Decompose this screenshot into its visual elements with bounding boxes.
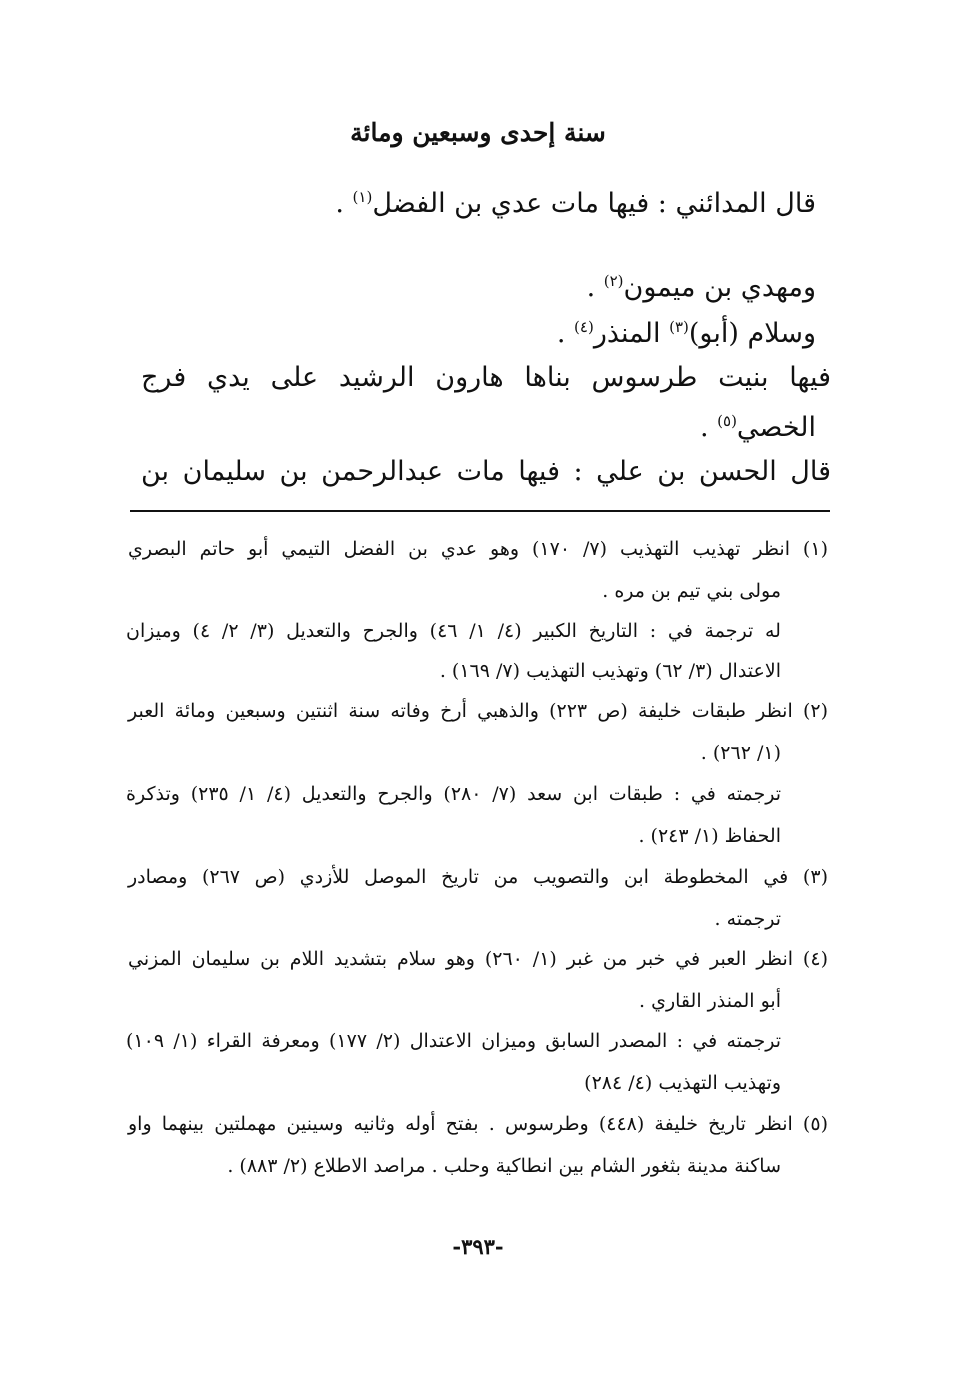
- footnote-4-line-1: (٤) انظر العبر في خبر من غبر (١/ ٢٦٠) وهو سلام بتشديد اللام بن سليمان المزني: [128, 948, 828, 970]
- footnote-1-line-3: له ترجمة في : التاريخ الكبير (٤/ ١/ ٤٦) والجرح والتعديل (٣/ ٢/ ٤) وميزان: [126, 620, 781, 642]
- footnote-mark-1: (١): [352, 188, 373, 206]
- main-line-3: وسلام (أبو)$^{(٣)}$ المنذر$^{(٤)}$ .: [556, 318, 816, 349]
- footnote-mark-4: (٤): [574, 318, 594, 336]
- main-line-5: الخصي$^{(٥)}$ .: [699, 412, 816, 443]
- footnote-2-line-1: (٢) انظر طبقات خليفة (ص ٢٢٣) والذهبي أرخ وفاته سنة اثنتين وسبعين ومائة العبر: [128, 700, 828, 722]
- footnote-4-line-2: أبو المنذر القاري .: [639, 990, 781, 1012]
- footnote-divider: [130, 510, 830, 512]
- footnote-mark-5: (٥): [717, 412, 737, 430]
- footnote-1-line-4: الاعتدال (٣/ ٦٢) وتهذيب التهذيب (٧/ ١٦٩) .: [439, 660, 781, 682]
- footnote-2-line-4: الحفاظ (١/ ٢٤٣) .: [638, 825, 781, 847]
- page-number: -٣٩٣-: [452, 1234, 504, 1259]
- footnote-1-line-2: مولى بني تيم بن مره .: [602, 580, 781, 602]
- footnote-1-line-1: (١) انظر تهذيب التهذيب (٧/ ١٧٠) وهو عدي بن الفضل التيمي أبو حاتم البصري: [128, 538, 828, 560]
- footnote-mark-3: (٣): [669, 318, 689, 336]
- footnote-3-line-2: ترجمته .: [714, 908, 781, 930]
- main-line-6: قال الحسن بن علي : فيها مات عبدالرحمن بن سليمان بن: [141, 456, 831, 487]
- main-line-4: فيها بنيت طرسوس بناها هارون الرشيد على يدي فرج: [141, 362, 831, 393]
- footnote-5-line-2: ساكنة مدينة بثغور الشام بين انطاكية وحلب . مراصد الاطلاع (٢/ ٨٨٣) .: [227, 1155, 781, 1177]
- footnote-4-line-4: وتهذيب التهذيب (٤/ ٢٨٤): [584, 1072, 781, 1094]
- footnote-2-line-2: (١/ ٢٦٢) .: [700, 742, 781, 764]
- footnote-mark-2: (٢): [603, 272, 624, 290]
- footnote-2-line-3: ترجمته في : طبقات ابن سعد (٧/ ٢٨٠) والجرح والتعديل (٤/ ١/ ٢٣٥) وتذكرة: [126, 783, 782, 805]
- footnote-4-line-3: ترجمته في : المصدر السابق وميزان الاعتدال (٢/ ١٧٧) ومعرفة القراء (١/ ١٠٩): [126, 1030, 781, 1052]
- chapter-heading: سنة إحدى وسبعين ومائة: [350, 118, 606, 147]
- main-line-2: ومهدي بن ميمون$^{(٢)}$ .: [586, 272, 816, 303]
- footnote-5-line-1: (٥) انظر تاريخ خليفة (٤٤٨) وطرسوس . بفتح أوله وثانيه وسينين مهملتين بينهما واو: [128, 1113, 828, 1135]
- main-line-1: قال المدائني : فيها مات عدي بن الفضل$^{(١)}$ .: [335, 188, 816, 219]
- footnote-3-line-1: (٣) في المخطوطة ابن والتصويب من تاريخ الموصل للأزدي (ص ٢٦٧) ومصادر: [128, 866, 828, 888]
